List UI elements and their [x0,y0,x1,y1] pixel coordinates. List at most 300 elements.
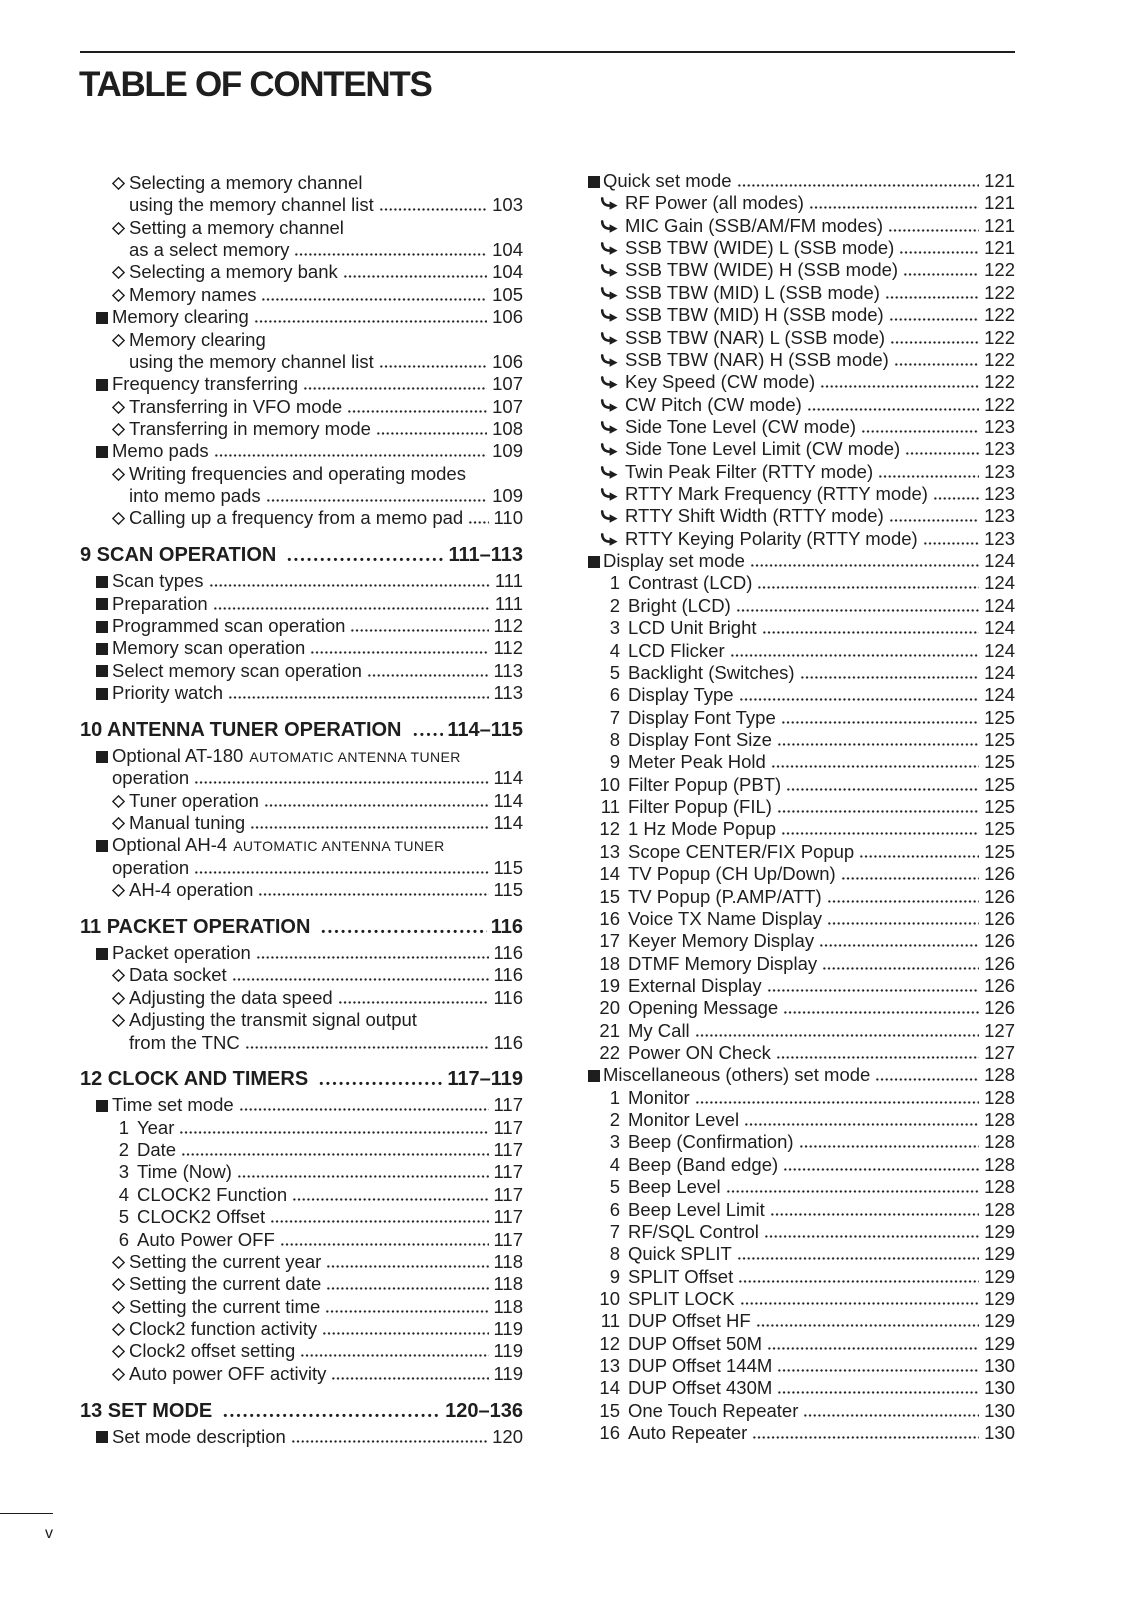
entry-title: CLOCK2 Function [137,1183,288,1205]
entry-title: Beep Level [628,1176,721,1198]
toc-entry [588,259,1015,281]
square-bullet-icon [96,840,108,852]
dot-leader [254,319,487,323]
arrow-bullet-icon [600,443,618,456]
arrow-bullet-icon [600,242,618,255]
entry-title: Clock2 function activity [129,1318,318,1339]
dot-leader [264,803,489,807]
page-number: 109 [492,440,523,462]
entry-title: TV Popup (CH Up/Down) [628,863,836,885]
dot-leader [767,988,979,992]
page-number: 119 [493,1340,523,1362]
dot-leader [222,1413,441,1417]
dot-leader [894,362,979,366]
dot-leader [859,854,979,858]
item-number: 12 [599,818,620,840]
diamond-bullet-icon [112,266,125,279]
page-number: 126 [984,974,1015,996]
item-number: 6 [609,1198,620,1220]
dot-leader [343,274,487,278]
item-number: 3 [118,1161,129,1183]
entry-title: Keyer Memory Display [628,930,815,952]
toc-entry [80,1363,523,1385]
dot-leader [350,628,488,632]
toc-entry [588,1154,1015,1176]
dot-leader [889,518,979,522]
diamond-bullet-icon [112,289,125,302]
toc-entry [588,729,1015,751]
dot-leader [776,1055,979,1059]
diamond-bullet-icon [112,884,125,897]
toc-entry [80,964,523,986]
page-number: 118 [493,1295,523,1317]
page-number: 122 [984,304,1015,326]
page-number: 128 [984,1198,1015,1220]
dot-leader [737,183,980,187]
page-number: 126 [984,997,1015,1019]
entry-title: Meter Peak Hold [628,751,766,773]
section-title: 9 SCAN OPERATION [80,544,277,567]
dot-leader [209,583,490,587]
dot-leader [750,563,979,567]
item-number: 3 [609,1131,620,1153]
page-number: 125 [984,706,1015,728]
dot-leader [923,541,979,545]
dot-leader [286,557,444,561]
dot-leader [292,1197,488,1201]
header-rule [80,51,1015,53]
dot-leader [730,653,980,657]
toc-entry [588,953,1015,975]
item-number: 12 [599,1332,620,1354]
dot-leader [245,1045,489,1049]
page-number: 124 [984,661,1015,683]
entry-title: Beep Level Limit [628,1198,765,1220]
toc-entry [588,1310,1015,1332]
item-number: 2 [118,1139,129,1161]
toc-entry [588,461,1015,483]
dot-leader [194,780,488,784]
dot-leader [213,606,490,610]
arrow-bullet-icon [600,287,618,300]
toc-entry [80,637,523,659]
dot-leader [261,297,487,301]
dot-leader [338,1000,489,1004]
page-number: 107 [492,395,523,417]
entry-title: Display Font Size [628,728,772,750]
item-number: 2 [609,594,620,616]
toc-entry [80,1117,523,1139]
toc-entry [588,818,1015,840]
entry-title: Auto power OFF activity [129,1362,327,1384]
page-number: 118 [493,1250,523,1272]
page-number: 117 [493,1116,523,1138]
diamond-bullet-icon [112,512,125,525]
page-number: 122 [984,326,1015,348]
entry-title: Opening Message [628,997,779,1019]
item-number: 16 [599,1422,620,1444]
section-heading [80,1068,523,1090]
page-number: 121 [984,170,1015,191]
toc-entry [588,1087,1015,1109]
entry-title: using the memory channel list [129,350,374,372]
dot-leader [250,825,488,829]
toc-entry [80,396,523,418]
diamond-bullet-icon [112,1256,125,1269]
dot-leader [468,520,488,524]
item-number: 7 [609,706,620,728]
entry-title: Tuner operation [129,789,259,811]
toc-entry [80,745,523,767]
page-number: 114–115 [447,719,523,742]
toc-entry [588,1131,1015,1153]
page-number: 124 [984,594,1015,616]
toc-entry [80,1273,523,1295]
toc-entry [80,660,523,682]
entry-title: Memory clearing [129,328,266,350]
entry-title: Scan types [112,570,204,592]
page-number: 115 [493,879,523,901]
entry-title: Transferring in VFO mode [129,395,343,417]
dot-leader [777,1368,979,1372]
page-number: 116 [493,964,523,986]
dot-leader [376,431,487,435]
item-number: 20 [599,997,620,1019]
dot-leader [800,675,980,679]
dot-leader [799,1144,980,1148]
entry-title: Programmed scan operation [112,615,346,637]
entry-title: SPLIT LOCK [628,1287,735,1309]
dot-leader [270,1219,488,1223]
item-number: 7 [609,1220,620,1242]
item-number: 5 [609,661,620,683]
entry-title: External Display [628,974,762,996]
dot-leader [777,809,979,813]
item-number: 8 [609,1243,620,1265]
page-number: 113 [493,659,523,681]
toc-entry [588,662,1015,684]
dot-leader [781,720,979,724]
section-title: 11 PACKET OPERATION [80,916,311,939]
toc-entry [588,170,1015,192]
page-number: 121 [984,192,1015,214]
square-bullet-icon [96,598,108,610]
entry-title: Quick set mode [603,170,732,191]
toc-entry [588,617,1015,639]
diamond-bullet-icon [112,969,125,982]
entry-title: Filter Popup (PBT) [628,773,782,795]
toc-entry [588,1400,1015,1422]
page-number: 119 [493,1362,523,1384]
entry-title: RF/SQL Control [628,1220,759,1242]
toc-entry [588,304,1015,326]
page-number: 117 [493,1094,523,1116]
item-number: 14 [599,1377,620,1399]
dot-leader [347,409,487,413]
square-bullet-icon [96,312,108,324]
page-number: 128 [984,1109,1015,1131]
entry-title: RTTY Mark Frequency (RTTY mode) [625,483,928,505]
page-number: 124 [984,572,1015,594]
diamond-bullet-icon [112,1345,125,1358]
entry-title: LCD Flicker [628,639,725,661]
page-number: 129 [984,1332,1015,1354]
dot-leader [740,1301,980,1305]
entry-title: Backlight (Switches) [628,661,795,683]
page-number: 106 [492,350,523,372]
section-heading [80,1400,523,1422]
toc-entry [588,371,1015,393]
toc-entry [588,1176,1015,1198]
section-heading [80,544,523,566]
dot-leader [300,1353,488,1357]
entry-title: DTMF Memory Display [628,952,818,974]
entry-title: SSB TBW (NAR) H (SSB mode) [625,348,889,370]
page-number: 130 [984,1377,1015,1399]
toc-entry [80,1318,523,1340]
dot-leader [827,899,979,903]
arrow-bullet-icon [600,510,618,523]
page-number: 110 [493,507,523,529]
entry-title: SSB TBW (NAR) L (SSB mode) [625,326,886,348]
toc-entry [588,349,1015,371]
page-title: TABLE OF CONTENTS [79,65,432,104]
dot-leader [771,764,979,768]
page-number: 114 [493,812,523,834]
entry-title: Memory names [129,283,257,305]
page-number: 111 [494,570,523,592]
dot-leader [757,585,979,589]
toc-entry [80,418,523,440]
toc-entry [588,416,1015,438]
entry-title: DUP Offset 50M [628,1332,763,1354]
toc-entry [588,908,1015,930]
page-number: 104 [492,261,523,283]
page-number: 122 [984,259,1015,281]
toc-entry [80,306,523,328]
toc-entry [588,1333,1015,1355]
page-number: 124 [984,639,1015,661]
page-number: 122 [984,348,1015,370]
toc-entry [80,987,523,1009]
entry-title: CLOCK2 Offset [137,1206,266,1228]
dot-leader [933,496,979,500]
toc-entry [588,1020,1015,1042]
page-number: 120 [492,1425,523,1447]
entry-title: Frequency transferring [112,373,299,395]
toc-column-left [80,172,523,1448]
dot-leader [827,921,979,925]
page-number: 128 [984,1064,1015,1086]
dot-leader [744,1122,979,1126]
entry-title: Set mode description [112,1425,286,1447]
section-title: 13 SET MODE [80,1399,213,1422]
square-bullet-icon [96,379,108,391]
page-number: 122 [984,393,1015,415]
page-number: 124 [984,550,1015,572]
dot-leader [878,474,979,478]
entry-title: Selecting a memory bank [129,261,338,283]
page-number: 108 [492,417,523,439]
square-bullet-icon [96,576,108,588]
dot-leader [266,498,488,502]
toc-entry [80,1139,523,1161]
dot-leader [318,1081,443,1085]
diamond-bullet-icon [112,795,125,808]
item-number: 5 [118,1206,129,1228]
dot-leader [320,929,486,933]
entry-title: RTTY Shift Width (RTTY mode) [625,505,884,527]
page-number: 126 [984,907,1015,929]
toc-entry [588,707,1015,729]
page-folio: v [45,1525,53,1542]
dot-leader [258,892,488,896]
page-number: 121 [984,214,1015,236]
dot-leader [367,673,489,677]
entry-title: Setting a memory channel [129,216,344,238]
arrow-bullet-icon [600,421,618,434]
item-number: 18 [599,952,620,974]
toc-entry [80,1206,523,1228]
entry-title: Priority watch [112,682,224,704]
item-number: 13 [599,1355,620,1377]
entry-title: SSB TBW (WIDE) H (SSB mode) [625,259,899,281]
page-number: 123 [984,438,1015,460]
toc-entry [80,942,523,964]
page-number: 128 [984,1153,1015,1175]
toc-entry [80,790,523,812]
dot-leader [736,608,979,612]
entry-title: Filter Popup (FIL) [628,796,772,818]
toc-entry [80,463,523,485]
dot-leader [889,317,979,321]
dot-leader [764,1234,979,1238]
entry-title: One Touch Repeater [628,1399,799,1421]
toc-entry [588,1422,1015,1444]
page-number: 116 [493,1031,523,1053]
toc-entry [80,812,523,834]
page-number: 125 [984,818,1015,840]
toc-entry [80,1009,523,1031]
square-bullet-icon [96,621,108,633]
toc-entry [588,438,1015,460]
entry-title: Display Type [628,684,734,706]
toc-entry [588,751,1015,773]
page-number: 123 [984,483,1015,505]
item-number: 1 [609,572,620,594]
entry-title: Date [137,1139,177,1161]
page-number: 117 [493,1139,523,1161]
toc-entry [80,879,523,901]
item-number: 22 [599,1042,620,1064]
diamond-bullet-icon [112,1301,125,1314]
dot-leader [291,1439,487,1443]
page-number: 130 [984,1422,1015,1444]
square-bullet-icon [96,1100,108,1112]
item-number: 14 [599,863,620,885]
page-number: 126 [984,952,1015,974]
page-number: 125 [984,773,1015,795]
entry-title: My Call [628,1019,690,1041]
toc-entry [588,215,1015,237]
entry-title: Display set mode [603,550,745,572]
entry-title: Time (Now) [137,1161,232,1183]
dot-leader [739,697,980,701]
page-number: 115 [493,856,523,878]
square-bullet-icon [96,751,108,763]
entry-title: operation [112,767,190,789]
page-number: 114 [493,767,523,789]
dot-leader [752,1435,979,1439]
dot-leader [809,205,979,209]
dot-leader [841,876,979,880]
diamond-bullet-icon [112,1278,125,1291]
entry-title: RTTY Keying Polarity (RTTY mode) [625,527,918,549]
page-number: 126 [984,885,1015,907]
toc-entry [80,373,523,395]
toc-entry [588,1266,1015,1288]
item-number: 6 [609,684,620,706]
page-number: 127 [984,1042,1015,1064]
item-number: 15 [599,885,620,907]
entry-title: Miscellaneous (others) set mode [603,1064,871,1086]
entry-caption: AUTOMATIC ANTENNA TUNER [233,838,445,855]
entry-title: CW Pitch (CW mode) [625,393,802,415]
page-number: 129 [984,1265,1015,1287]
dot-leader [890,340,979,344]
entry-title: Setting the current date [129,1273,322,1295]
arrow-bullet-icon [600,399,618,412]
item-number: 1 [609,1086,620,1108]
dot-leader [695,1033,979,1037]
arrow-bullet-icon [600,376,618,389]
dot-leader [303,386,487,390]
page-number: 114 [493,789,523,811]
entry-title: AH-4 operation [129,879,254,901]
page-number: 128 [984,1086,1015,1108]
entry-title: Key Speed (CW mode) [625,371,816,393]
entry-title: Auto Repeater [628,1422,748,1444]
diamond-bullet-icon [112,817,125,830]
dot-leader [777,1390,979,1394]
square-bullet-icon [96,643,108,655]
item-number: 9 [609,1265,620,1287]
toc-entry [588,796,1015,818]
toc-entry [80,1094,523,1116]
page-number: 123 [984,415,1015,437]
toc-entry [588,1243,1015,1265]
page-number: 126 [984,863,1015,885]
diamond-bullet-icon [112,423,125,436]
dot-leader [379,364,487,368]
item-number: 5 [609,1176,620,1198]
toc-entry [80,194,523,216]
item-number: 3 [609,617,620,639]
dot-leader [786,787,979,791]
item-number: 16 [599,907,620,929]
entry-title: Year [137,1116,175,1138]
dot-leader [819,943,979,947]
square-bullet-icon [96,665,108,677]
page-number: 113 [493,682,523,704]
section-heading [80,719,523,741]
page-number: 109 [492,485,523,507]
page-number: 117 [493,1161,523,1183]
toc-entry [588,327,1015,349]
dot-leader [412,732,444,736]
square-bullet-icon [588,556,600,568]
entry-title: Optional AT-180 [112,745,244,766]
